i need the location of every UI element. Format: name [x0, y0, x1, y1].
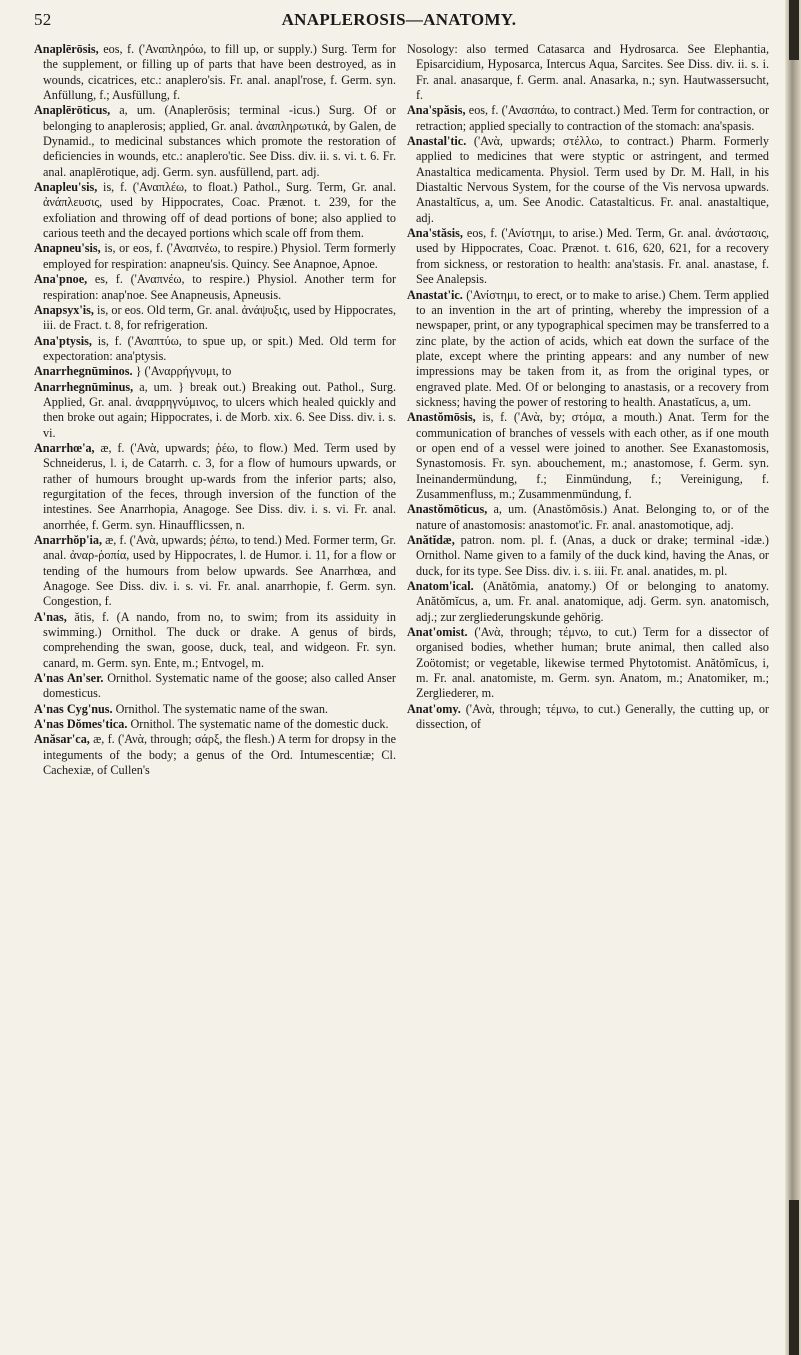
dictionary-entry: [34, 702, 396, 717]
entry-headword: A'nas Cyg'nus.: [34, 701, 113, 716]
dictionary-entry: [34, 364, 396, 379]
entry-headword: Anat'omy.: [407, 701, 461, 716]
dictionary-entry: [34, 610, 396, 671]
right-column: [407, 42, 769, 1347]
dictionary-entry: [407, 702, 769, 733]
dictionary-entry: [407, 502, 769, 533]
entry-headword: Ana'stăsis,: [407, 226, 463, 241]
entry-headword: Anastat'ic.: [407, 287, 463, 302]
entry-headword: Anastŏmōsis,: [407, 410, 476, 425]
entry-definition: eos, f. ('Αναπληρόω, to fill up, or supply.) Surg. Term for the supplement, or filling up of parts that have been destroyed, as in wounds, cicatrices, etc.: anaplero'sis. Fr. anal. anapl'rose, f. Germ. syn. Anfüllung, f.; Ausfüllung, f.: [43, 42, 396, 103]
entry-definition: ('Ανίστημι, to erect, or to make to arise.) Chem. Term applied to an invention in the art of printing, whereby the impression of a newspaper, print, or any typographical specimen may be transferred to a zinc plate, by the action of acids, which eat down the surface of the plate, except where the printing appears: and any number of new impressions may be taken from it, as from the original types, or engraved plate. Med. Of or belonging to anastasis, or a recovery from sickness; having the power of restoring to health. Anastatĭcus, a, um.: [416, 287, 769, 409]
entry-headword: Anapsyx'is,: [34, 302, 94, 317]
entry-headword: Anatom'ical.: [407, 579, 474, 594]
entry-headword: Anarrhegnūminus,: [34, 379, 134, 394]
entry-headword: Anat'omist.: [407, 625, 468, 640]
page-header: [34, 8, 764, 32]
dictionary-entry: [407, 625, 769, 702]
dictionary-entry: [407, 410, 769, 502]
dictionary-entry: [407, 226, 769, 287]
entry-definition: a, um. (Anastŏmōsis.) Anat. Belonging to, or of the nature of anastomosis: anastomot'ic. Fr. anal. anastomotique, adj.: [416, 502, 769, 532]
entry-definition: is, or eos, f. ('Αναπνέω, to respire.) Physiol. Term formerly employed for respiration: anapneu'sis. Quincy. See Anapnoe, Apnoe.: [43, 241, 396, 271]
entry-definition: Ornithol. The systematic name of the swan.: [112, 701, 328, 716]
entry-definition: is, f. ('Αναπλέω, to float.) Pathol., Surg. Term, Gr. anal. ἀνάπλευσις, used by Hippocrates, Coac. Prænot. t. 239, for the exfoliation and throwing off of dead portions of bone; also applied to carious teeth and the decayed portions which scale off from them.: [43, 180, 396, 241]
entry-definition: eos, f. ('Ανίστημι, to arise.) Med. Term, Gr. anal. ἀνάστασις, used by Hippocrates, Coac. Prænot. t. 616, 620, 621, for a recovery from sickness, or restoration to health: ana'stasis. Fr. anal. anastase, f. See Analepsis.: [416, 226, 769, 287]
entry-headword: Ana'pnoe,: [34, 272, 88, 287]
entry-headword: A'nas,: [34, 609, 67, 624]
dictionary-entry: [407, 42, 769, 103]
entry-headword: Anăsar'ca,: [34, 732, 90, 747]
entry-headword: A'nas Dŏmes'tica.: [34, 717, 128, 732]
dictionary-entry: [34, 334, 396, 365]
dictionary-entry: [34, 671, 396, 702]
dictionary-entry: [34, 533, 396, 610]
entry-headword: Anaplērōsis,: [34, 42, 99, 56]
dictionary-entry: [34, 732, 396, 778]
dictionary-entry: [407, 103, 769, 134]
left-column: [34, 42, 396, 1347]
entry-definition: is, f. ('Αναπτύω, to spue up, or spit.) Med. Old term for expectoration: ana'ptysis.: [43, 333, 396, 363]
entry-headword: Anarrhŏp'ia,: [34, 533, 103, 547]
entry-headword: Anarrhœ'a,: [34, 440, 95, 455]
entry-definition: patron. nom. pl. f. (Anas, a duck or drake; terminal -idæ.) Ornithol. Name given to a family of the duck kind, having the Anas, or duck, for its type. See Diss. div. i. s. iii. Fr. anal. anatides, m. pl.: [416, 533, 769, 578]
page-number: 52: [34, 10, 52, 29]
entry-definition: ('Ανὰ, through; τέμνω, to cut.) Term for a dissector of organised bodies, whether human; brute animal, then called also Zoötomist; or vegetable, likewise termed Phytotomist. Anătŏmĭcus, i, m. Fr. anal. anatomiste, m. Germ. syn. Anatom, m.; Anatomiker, m.; Zergliederer, m.: [416, 625, 769, 701]
entry-headword: Anapleu'sis,: [34, 180, 98, 195]
entry-definition: ătis, f. (A nando, from no, to swim; from its assiduity in swimming.) Ornithol. The duck or drake. A genus of birds, comprehending the swan, goose, duck, teal, and widgeon. Fr. syn. canard, m. Germ. syn. Ente, m.; Entvogel, m.: [43, 609, 396, 670]
entry-headword: A'nas An'ser.: [34, 671, 104, 686]
entry-definition: æ, f. ('Ανὰ, through; σάρξ, the flesh.) A term for dropsy in the integuments of the body; a genus of the Ord. Intumescentiæ; Cl. Cachexiæ, of Cullen's: [43, 732, 396, 778]
dictionary-entry: [34, 303, 396, 334]
entry-definition: Nosology: also termed Catasarca and Hydrosarca. See Elephantia, Episarcidium, Hyposarca, Intercus Aqua, Sarcites. See Diss. div. ii. s. i. Fr. anal. anasarque, f. Germ. anal. Anasarka, n.; syn. Hautwassersucht, f.: [407, 42, 769, 103]
dictionary-entry: [407, 288, 769, 411]
dictionary-entry: [34, 441, 396, 533]
entry-headword: Ana'spăsis,: [407, 103, 466, 118]
entry-definition: es, f. ('Αναπνέω, to respire.) Physiol. Another term for respiration: anap'noe. See Anapneusis, Apneusis.: [43, 272, 396, 302]
dictionary-entry: [34, 103, 396, 180]
dictionary-entry: [34, 180, 396, 241]
entry-headword: Anarrhegnūminos.: [34, 364, 133, 379]
entry-headword: Anastal'tic.: [407, 134, 467, 149]
page-edge-mark: [789, 0, 799, 60]
entry-definition: Ornithol. Systematic name of the goose; also called Anser domesticus.: [43, 671, 396, 701]
entry-definition: ('Ανὰ, through; τέμνω, to cut.) Generally, the cutting up, or dissection, of: [416, 701, 769, 732]
entry-definition: ('Ανὰ, upwards; στέλλω, to contract.) Pharm. Formerly applied to medicines that were styptic or astringent, and termed Anastaltica medicamenta. Physiol. Term used by Dr. M. Hall, in his Diastaltic Nervous System, for the course of the Vis nervosa upwards. Anastaltĭcus, a, um. See Anodic. Catastalticus. Fr. anal. anastaltique, adj.: [416, 134, 769, 225]
entry-definition: } ('Αναρρήγνυμι, to: [132, 364, 232, 379]
entry-definition: is, or eos. Old term, Gr. anal. ἀνάψυξις, used by Hippocrates, iii. de Fract. t. 8, for refrigeration.: [43, 302, 396, 333]
entry-definition: a, um. } break out.) Breaking out. Pathol., Surg. Applied, Gr. anal. ἀναρρηγνύμινος, to ulcers which healed quickly and then broke out again; Hippocrates, i. de Morb. xix. 6. See Diss. div. i. s. vi.: [43, 379, 396, 440]
entry-definition: æ, f. ('Ανὰ, upwards; ῥέπω, to tend.) Med. Former term, Gr. anal. ἀναρ-ῥοπία, used by Hippocrates, l. de Humor. i. 11, for a flow or tending of the humours from below upwards. See Anarrhœa, and Anagoge. See Diss. div. i. s. vi. Fr. anal. anarrhopie, f. Germ. syn. Congestion, f.: [43, 533, 396, 609]
entry-definition: Ornithol. The systematic name of the domestic duck.: [127, 717, 389, 732]
dictionary-entry: [407, 533, 769, 579]
dictionary-entry: [407, 134, 769, 226]
dictionary-entry: [34, 272, 396, 303]
entry-headword: Anătĭdæ,: [407, 533, 455, 547]
dictionary-entry: [34, 380, 396, 441]
entry-definition: eos, f. ('Ανασπάω, to contract.) Med. Term for contraction, or retraction; applied specially to contraction of the stomach: ana'spasis.: [416, 103, 769, 133]
running-title: ANAPLEROSIS—ANATOMY.: [281, 10, 517, 29]
entry-headword: Anapneu'sis,: [34, 241, 101, 256]
dictionary-entry: [34, 241, 396, 272]
dictionary-entry: [407, 579, 769, 625]
entry-definition: æ, f. ('Ανὰ, upwards; ῥέω, to flow.) Med. Term used by Schneiderus, l. i, de Catarrh. c. 3, for a flow of humours upwards, or rather of humours brought up-wards from the inferior parts; also, regurgitation of the feces, through inversion of the function of the intestines. See Anarrhopia, Anagoge. See Diss. div. i. s. vi. Fr. anal. anorrhée, f. Germ. syn. Hinaufflicssen, n.: [43, 440, 396, 532]
page-edge-mark: [789, 1200, 799, 1355]
dictionary-entry: [34, 717, 396, 732]
entry-headword: Anastŏmōticus,: [407, 502, 488, 517]
entry-definition: a, um. (Anaplerōsis; terminal -icus.) Surg. Of or belonging to anaplerosis; applied, Gr. anal. ἀναπληρωτικά, by Galen, de Dynamid., to medicinal substances which promote the restoration of deficiencies in wounds, etc.: anaplero'tic. See Diss. div. ii. s. vi. t. 6. Fr. anal. anaplērotique, adj. Germ. syn. ausfüllend, part. adj.: [43, 103, 396, 179]
dictionary-entry: [34, 42, 396, 103]
entry-definition: is, f. ('Ανὰ, by; στόμα, a mouth.) Anat. Term for the communication of branches of vessels with each other, as if one mouth or open end of a vessel were joined to another. See Exanastomosis, Synastomosis. Fr. syn. abouchement, m.; anastomose, f. Germ. syn. Ineinandermündung, f.; Einmündung, f.; Vereinigung, f. Zusammenfluss, m.; Zusammenmündung, f.: [416, 410, 769, 501]
entry-definition: (Anătŏmia, anatomy.) Of or belonging to anatomy. Anătŏmĭcus, a, um. Fr. anal. anatomique, adj. Germ. syn. anatomisch, adj.; zur zergliederungskunde gehörig.: [416, 579, 769, 624]
page-edge: [785, 0, 801, 1355]
entry-headword: Anaplērōticus,: [34, 103, 111, 118]
entry-headword: Ana'ptysis,: [34, 333, 92, 348]
